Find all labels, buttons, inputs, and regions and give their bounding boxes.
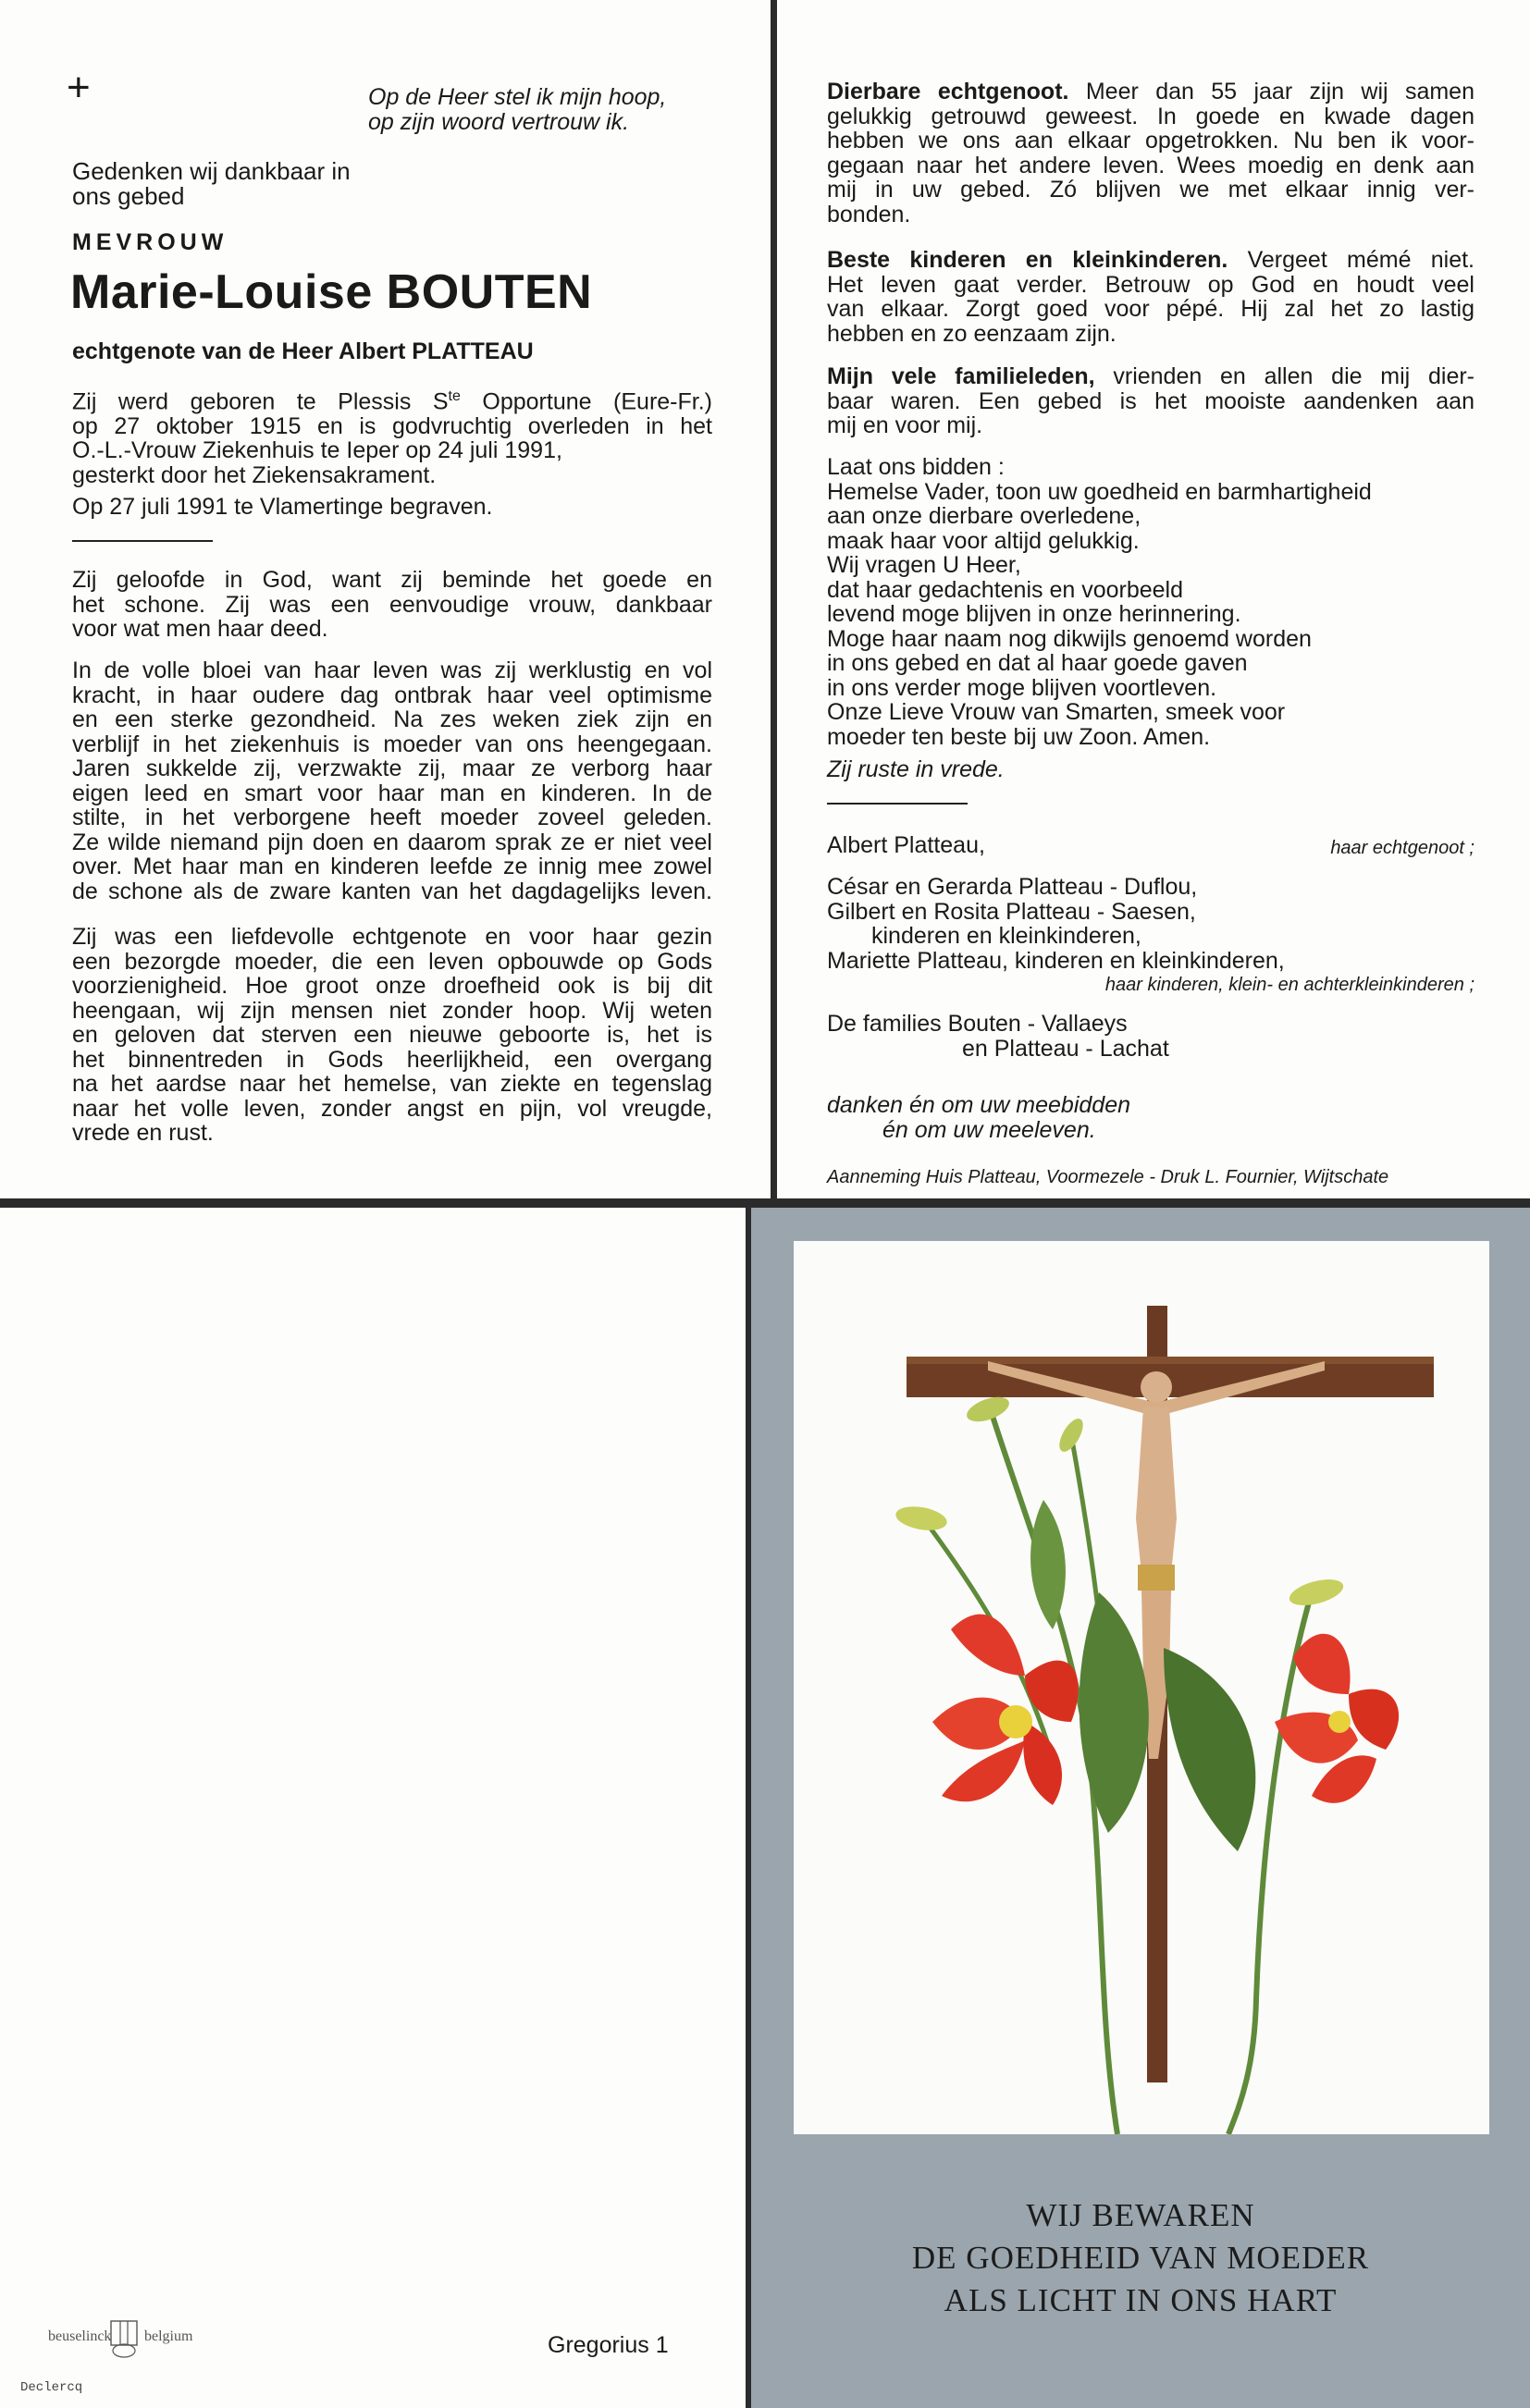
paragraph-life: In de volle bloei van haar leven was zij werklustig en vol kracht, in haar oudere dag ontbrak haar veel optimisme en een sterke gezondheid. Na zes weken ziek zijn en verblijf in het ziekenhuis is moeder van ons heengegaan. Jaren sukkelde zij, verzwakte zij, maar ze verborg haar eigen leed en smart voor haar man en kinderen. In de stilte, in het verborgene heeft moeder zoveel geleden. Ze wilde niemand pijn doen en daarom sprak ze er niet veel over. Met haar man en kinderen leefde ze innig mee zowel de schone als de zware kanten van het dagdagelijks leven. bbox=[72, 657, 712, 904]
crucifix-flowers-photo bbox=[794, 1241, 1489, 2134]
cover-title-line-1: WIJ BEWAREN bbox=[1026, 2197, 1255, 2233]
families: De families Bouten - Vallaeys en Platteau - Lachat bbox=[827, 1011, 1169, 1062]
children-role: haar kinderen, klein- en achterkleinkinderen ; bbox=[1104, 975, 1474, 995]
thanks: danken én om uw meebidden én om uw meeleven. bbox=[827, 1092, 1131, 1143]
message-family: Mijn vele familieleden, vrienden en allen die mij dier- baar waren. Een gebed is het mooiste aandenken aan mij en voor mij. bbox=[827, 363, 1474, 438]
crucifix-with-lilies-illustration bbox=[794, 1241, 1489, 2134]
publisher-emblem-icon bbox=[105, 2319, 142, 2360]
left-inner-page bbox=[0, 0, 771, 1198]
right-inner-page bbox=[777, 0, 1530, 1198]
divider-line bbox=[72, 540, 213, 542]
cover-title-line-3: ALS LICHT IN ONS HART bbox=[944, 2282, 1338, 2318]
printer-footer: Aanneming Huis Platteau, Voormezele - Druk L. Fournier, Wijtschate bbox=[827, 1167, 1389, 1187]
message-children: Beste kinderen en kleinkinderen. Vergeet mémé niet. Het leven gaat verder. Betrouw op God en houdt veel van elkaar. Zorgt goed voor pépé. Hij zal het zo lastig hebben en zo eenzaam zijn. bbox=[827, 247, 1474, 347]
cover-title-line-2: DE GOEDHEID VAN MOEDER bbox=[911, 2240, 1370, 2276]
husband-role: haar echtgenoot ; bbox=[1330, 838, 1474, 858]
publisher-name-left: beuselinck bbox=[48, 2328, 112, 2344]
message-spouse: Dierbare echtgenoot. Meer dan 55 jaar zijn wij samen gelukkig getrouwd geweest. In goede en kwade dagen hebben we ons aan elkaar opgetrokken. Nu ben ik voor- gegaan naar het andere leven. Wees moedig en denk aan mij in uw gebed. Zó blijven we met elkaar innig ver- bonden. bbox=[827, 79, 1474, 227]
birth-text: Zij werd geboren te Plessis $S^{te}$ Opportune (Eure-Fr.) op 27 oktober 1915 en is godvruchtig overleden in het O.-L.-Vrouw Ziekenhuis te Ieper op 24 juli 1991, gesterkt door het Ziekensakrament. bbox=[72, 388, 712, 488]
card-series-label: Gregorius 1 bbox=[548, 2332, 669, 2358]
red-lily-left bbox=[932, 1615, 1079, 1805]
children-family: César en Gerarda Platteau - Duflou, Gilbert en Rosita Platteau - Saesen, kinderen en kleinkinderen, Mariette Platteau, kinderen en kleinkinderen, bbox=[827, 874, 1285, 974]
rest-in-peace: Zij ruste in vrede. bbox=[827, 756, 1005, 782]
burial-line: Op 27 juli 1991 te Vlamertinge begraven. bbox=[72, 494, 493, 520]
divider-line bbox=[827, 803, 968, 805]
remember-text: Gedenken wij dankbaar in ons gebed bbox=[72, 157, 351, 210]
front-cover bbox=[751, 1208, 1530, 2408]
opening-quote: Op de Heer stel ik mijn hoop, op zijn woord vertrouw ik. bbox=[368, 84, 667, 135]
paragraph-mother: Zij was een liefdevolle echtgenote en voor haar gezin een bezorgde moeder, die een leven opbouwde op Gods voorzienigheid. Hoe groot onze droefheid ook is bij dit heengaan, wij zijn mensen niet zonder hoop. Wij weten en geloven dat sterven een nieuwe geboorte is, het is het binnentreden in Gods heerlijkheid, een overgang na het aardse naar het hemelse, van ziekte en tegenslag naar het volle leven, zonder angst en pijn, vol vreugde, vrede en rust. bbox=[72, 924, 712, 1146]
title-prefix: MEVROUW bbox=[72, 229, 228, 255]
publisher-logo bbox=[48, 2319, 205, 2360]
paragraph-faith: Zij geloofde in God, want zij beminde het goede en het schone. Zij was een eenvoudige vrouw, dankbaar voor wat men haar deed. bbox=[72, 567, 712, 642]
spouse-line: echtgenote van de Heer Albert PLATTEAU bbox=[72, 338, 534, 364]
husband-name: Albert Platteau, bbox=[827, 832, 985, 858]
back-page bbox=[0, 1208, 746, 2408]
cross-symbol: + bbox=[67, 65, 91, 110]
prayer: Laat ons bidden : Hemelse Vader, toon uw goedheid en barmhartigheid aan onze dierbare overledene, maak haar voor altijd gelukkig. Wij vragen U Heer, dat haar gedachtenis en voorbeeld levend moge blijven in onze herinnering. Moge haar naam nog dikwijls genoemd worden in ons gebed en dat al haar goede gaven in ons verder moge blijven voortleven. Onze Lieve Vrouw van Smarten, smeek voor moeder ten beste bij uw Zoon. Amen. bbox=[827, 454, 1372, 750]
publisher-name-right: belgium bbox=[144, 2328, 193, 2344]
collector-mark: Declercq bbox=[20, 2380, 83, 2395]
deceased-name: Marie-Louise BOUTEN bbox=[70, 265, 593, 319]
